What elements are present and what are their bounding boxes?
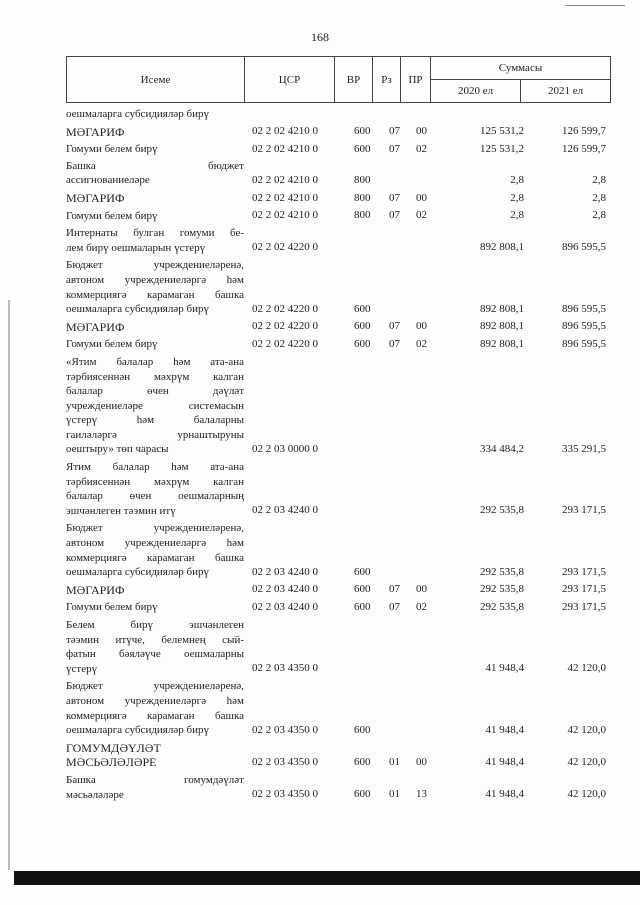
csr-cell: 02 2 03 4350 0 <box>252 755 318 768</box>
amount-2021-cell: 293 171,5 <box>562 601 606 613</box>
csr-cell: 02 2 03 0000 0 <box>252 443 318 456</box>
amount-2021-cell: 293 171,5 <box>562 565 606 578</box>
rz-cell: 07 <box>389 125 400 138</box>
row-name-line: Интернаты булган гомуми бе- <box>66 227 244 240</box>
row-values <box>66 337 610 352</box>
row-name-line: тәэмин итүче, белемнең сый- <box>66 633 244 646</box>
rz-cell: 07 <box>389 209 400 222</box>
table-row <box>66 741 610 770</box>
row-name-line: балалар өчен оешмаларның <box>66 490 244 503</box>
amount-2020-cell: 2,8 <box>510 173 524 186</box>
rz-cell: 07 <box>389 583 400 596</box>
row-name-line: Бюджет учреждениеләренә, <box>66 522 244 535</box>
row-values <box>66 319 610 334</box>
row-name-line: Башка бюджет <box>66 159 244 172</box>
row-name-line: коммерциягә карамаган башка <box>66 709 244 722</box>
row-values <box>66 723 610 738</box>
row-name-line: автоном учреждениеләргә һәм <box>66 273 244 286</box>
amount-2020-cell: 41 948,4 <box>485 788 524 801</box>
vr-cell: 800 <box>354 191 371 204</box>
row-name-line: МӘГАРИФ <box>66 582 125 597</box>
row-name-line: МӘГАРИФ <box>66 319 125 334</box>
amount-2021-cell: 896 595,5 <box>562 320 606 333</box>
vr-cell: 800 <box>354 209 371 222</box>
csr-cell: 02 2 03 4240 0 <box>252 565 318 578</box>
row-values <box>66 661 610 676</box>
amount-2020-cell: 292 535,8 <box>480 601 524 613</box>
amount-2020-cell: 892 808,1 <box>480 337 524 350</box>
row-name-line: балалар өчен дәүләт <box>66 385 244 398</box>
row-name-line: коммерциягә карамаган башка <box>66 288 244 301</box>
row-values <box>66 107 610 122</box>
row-name-line: оешмаларга субсидияләр бирү <box>66 108 209 120</box>
vr-cell: 600 <box>354 125 371 138</box>
header-name: Исеме <box>67 57 245 103</box>
table-row <box>66 159 610 188</box>
row-values <box>66 755 610 770</box>
row-values <box>66 208 610 223</box>
row-name-line: Гомуми белем бирү <box>66 143 158 156</box>
rz-cell: 07 <box>389 601 400 613</box>
row-name-line: Гомуми белем бирү <box>66 338 158 351</box>
row-name-line: Бюджет учреждениеләренә, <box>66 259 244 272</box>
top-rule <box>565 5 625 6</box>
row-values <box>66 442 610 457</box>
row-name-line: гаиләләргә урнаштыруны <box>66 428 244 441</box>
header-vr: ВР <box>335 57 373 103</box>
row-values <box>66 240 610 255</box>
csr-cell: 02 2 03 4240 0 <box>252 601 318 613</box>
vr-cell: 800 <box>354 173 371 186</box>
amount-2020-cell: 334 484,2 <box>480 443 524 456</box>
amount-2021-cell: 896 595,5 <box>562 302 606 315</box>
amount-2021-cell: 896 595,5 <box>562 337 606 350</box>
row-name-line: Бюджет учреждениеләренә, <box>66 680 244 693</box>
table-row <box>66 773 610 802</box>
amount-2021-cell: 2,8 <box>592 173 606 186</box>
row-name-line: ГОМУМДӘҮЛӘТ <box>66 740 161 755</box>
pr-cell: 02 <box>416 601 427 613</box>
row-values <box>66 565 610 580</box>
row-name-line: оешмаларга субсидияләр бирү <box>66 724 209 737</box>
row-values <box>66 302 610 317</box>
rz-cell: 01 <box>389 788 400 801</box>
amount-2020-cell: 2,8 <box>510 191 524 204</box>
amount-2020-cell: 125 531,2 <box>480 125 524 138</box>
header-rz: Рз <box>373 57 401 103</box>
vr-cell: 600 <box>354 601 371 613</box>
csr-cell: 02 2 03 4350 0 <box>252 662 318 675</box>
row-values <box>66 787 610 802</box>
amount-2021-cell: 126 599,7 <box>562 125 606 138</box>
csr-cell: 02 2 02 4210 0 <box>252 209 318 222</box>
row-name-line: Гомуми белем бирү <box>66 601 158 614</box>
row-name-line: автоном учреждениеләргә һәм <box>66 694 244 707</box>
row-name-line: Ятим балалар һәм ата-ана <box>66 461 244 474</box>
amount-2020-cell: 125 531,2 <box>480 142 524 155</box>
csr-cell: 02 2 03 4240 0 <box>252 583 318 596</box>
header-csr: ЦСР <box>245 57 335 103</box>
header-pr: ПР <box>401 57 431 103</box>
amount-2020-cell: 892 808,1 <box>480 320 524 333</box>
row-name-line: МӘГАРИФ <box>66 190 125 205</box>
amount-2021-cell: 2,8 <box>592 191 606 204</box>
table-row <box>66 679 610 737</box>
table-row <box>66 337 610 352</box>
row-name-line: лем бирү оешмаларын үстерү <box>66 241 206 254</box>
amount-2020-cell: 292 535,8 <box>480 565 524 578</box>
row-values <box>66 124 610 139</box>
table-row <box>66 191 610 206</box>
row-name-line: мәсьәләләре <box>66 788 124 801</box>
row-values <box>66 142 610 157</box>
table-row <box>66 583 610 598</box>
amount-2021-cell: 896 595,5 <box>562 241 606 254</box>
csr-cell: 02 2 02 4210 0 <box>252 191 318 204</box>
table-body <box>66 104 610 802</box>
row-name-line: учреждениеләре системасын <box>66 399 244 412</box>
pr-cell: 00 <box>416 125 427 138</box>
row-name-line: үстерү <box>66 662 98 675</box>
row-name-line: МӘГАРИФ <box>66 124 125 139</box>
vr-cell: 600 <box>354 583 371 596</box>
row-name-line: эшчәнлеген тәэмин итү <box>66 504 176 517</box>
row-name-line: автоном учреждениеләргә һәм <box>66 537 244 550</box>
row-name-line: Гомуми белем бирү <box>66 209 158 222</box>
row-name-line: оештыру» төп чарасы <box>66 443 169 456</box>
pr-cell: 13 <box>416 788 427 801</box>
vr-cell: 600 <box>354 337 371 350</box>
amount-2020-cell: 892 808,1 <box>480 302 524 315</box>
csr-cell: 02 2 02 4220 0 <box>252 302 318 315</box>
amount-2020-cell: 292 535,8 <box>480 504 524 517</box>
header-sums: Суммасы <box>431 57 611 80</box>
amount-2020-cell: 41 948,4 <box>485 662 524 675</box>
table-header <box>66 56 611 103</box>
rz-cell: 07 <box>389 337 400 350</box>
table-row <box>66 209 610 224</box>
amount-2021-cell: 2,8 <box>592 209 606 222</box>
row-name-line: тәрбиясеннән мәхрүм калган <box>66 475 244 488</box>
amount-2021-cell: 293 171,5 <box>562 583 606 596</box>
csr-cell: 02 2 03 4350 0 <box>252 723 318 736</box>
page-number: 168 <box>311 30 329 44</box>
table-row <box>66 460 610 518</box>
csr-cell: 02 2 03 4350 0 <box>252 788 318 801</box>
pr-cell: 02 <box>416 142 427 155</box>
table-row <box>66 618 610 676</box>
amount-2020-cell: 292 535,8 <box>480 583 524 596</box>
table-row <box>66 107 610 122</box>
csr-cell: 02 2 02 4220 0 <box>252 337 318 350</box>
csr-cell: 02 2 02 4220 0 <box>252 320 318 333</box>
row-name-line: тәрбиясеннән мәхрүм калган <box>66 370 244 383</box>
row-values <box>66 191 610 206</box>
row-name-line: үстерү һәм балаларны <box>66 414 244 427</box>
amount-2021-cell: 42 120,0 <box>567 788 606 801</box>
scan-bottom-edge <box>14 871 640 885</box>
vr-cell: 600 <box>354 302 371 315</box>
rz-cell: 01 <box>389 755 400 768</box>
vr-cell: 600 <box>354 723 371 736</box>
row-name-line: «Ятим балалар һәм ата-ана <box>66 355 244 368</box>
row-name-line: фатын бәяләүче оешмаларны <box>66 648 244 661</box>
amount-2021-cell: 293 171,5 <box>562 504 606 517</box>
vr-cell: 600 <box>354 788 371 801</box>
table-row <box>66 600 610 615</box>
vr-cell: 600 <box>354 320 371 333</box>
row-values <box>66 173 610 188</box>
amount-2021-cell: 42 120,0 <box>567 723 606 736</box>
amount-2021-cell: 126 599,7 <box>562 142 606 155</box>
row-values <box>66 582 610 597</box>
row-values <box>66 503 610 518</box>
rz-cell: 07 <box>389 142 400 155</box>
csr-cell: 02 2 02 4210 0 <box>252 142 318 155</box>
vr-cell: 600 <box>354 565 371 578</box>
row-name-line: Башка гомумдәүләт <box>66 773 244 786</box>
table-row <box>66 125 610 140</box>
row-name-line: оешмаларга субсидияләр бирү <box>66 303 209 316</box>
row-name-line: оешмаларга субсидияләр бирү <box>66 566 209 579</box>
pr-cell: 00 <box>416 320 427 333</box>
pr-cell: 00 <box>416 583 427 596</box>
row-values <box>66 600 610 615</box>
amount-2020-cell: 41 948,4 <box>485 755 524 768</box>
amount-2021-cell: 42 120,0 <box>567 662 606 675</box>
scan-edge-shadow <box>8 300 10 870</box>
table-row <box>66 142 610 157</box>
rz-cell: 07 <box>389 191 400 204</box>
pr-cell: 00 <box>416 191 427 204</box>
table-row <box>66 226 610 255</box>
csr-cell: 02 2 02 4220 0 <box>252 241 318 254</box>
rz-cell: 07 <box>389 320 400 333</box>
table-row <box>66 320 610 335</box>
amount-2020-cell: 41 948,4 <box>485 723 524 736</box>
header-year-2020: 2020 ел <box>431 80 521 103</box>
row-name-line: Белем бирү эшчәнлеген <box>66 619 244 631</box>
pr-cell: 00 <box>416 755 427 768</box>
amount-2020-cell: 892 808,1 <box>480 241 524 254</box>
csr-cell: 02 2 03 4240 0 <box>252 504 318 517</box>
header-year-2021: 2021 ел <box>521 80 611 103</box>
row-name-line: ассигнованиеләре <box>66 174 150 187</box>
table-row <box>66 521 610 579</box>
vr-cell: 600 <box>354 142 371 155</box>
row-name-line: коммерциягә карамаган башка <box>66 551 244 564</box>
amount-2020-cell: 2,8 <box>510 209 524 222</box>
vr-cell: 600 <box>354 755 371 768</box>
csr-cell: 02 2 02 4210 0 <box>252 125 318 138</box>
amount-2021-cell: 335 291,5 <box>562 443 606 456</box>
row-name-line: МӘСЬӘЛӘЛӘРЕ <box>66 755 157 770</box>
table-row <box>66 258 610 316</box>
csr-cell: 02 2 02 4210 0 <box>252 173 318 186</box>
pr-cell: 02 <box>416 209 427 222</box>
amount-2021-cell: 42 120,0 <box>567 755 606 768</box>
table-row <box>66 355 610 457</box>
pr-cell: 02 <box>416 337 427 350</box>
